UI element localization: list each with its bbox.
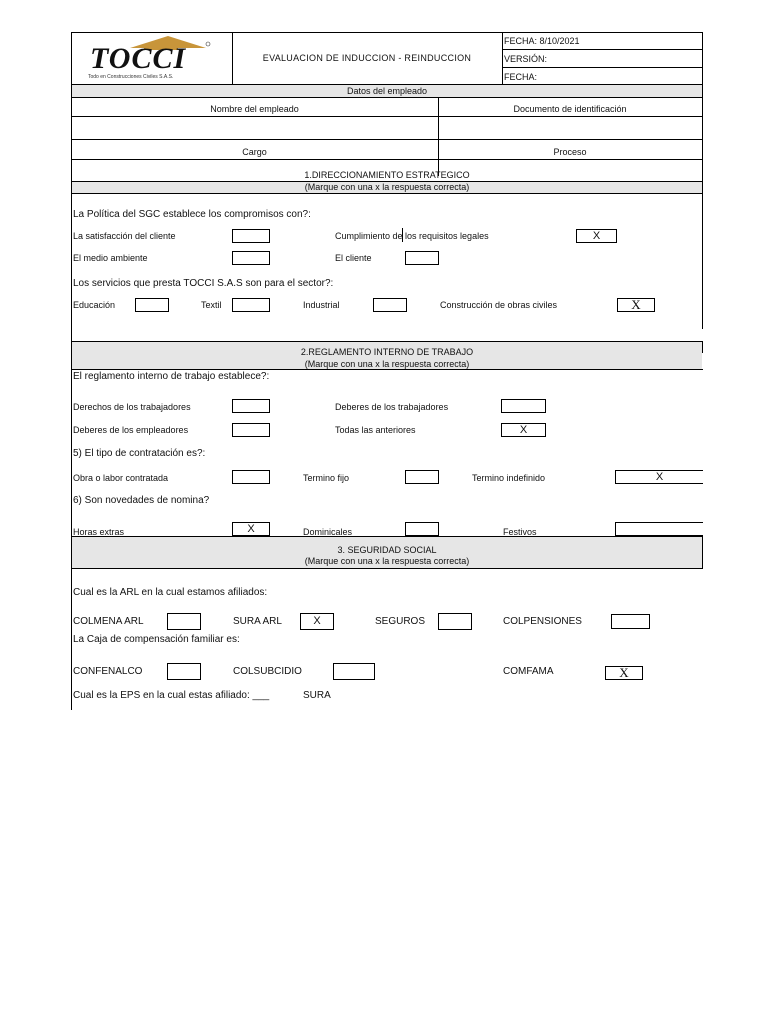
section2-title: 2.REGLAMENTO INTERNO DE TRABAJO — [300, 347, 474, 357]
nombre-label: Nombre del empleado — [210, 104, 299, 114]
fecha2-field: FECHA: — [504, 72, 538, 82]
s3-q1-checkbox-c[interactable] — [438, 613, 472, 630]
logo-tagline: Todo en Construcciones Civiles S.A.S. — [88, 74, 174, 80]
s1-q1-checkbox-b[interactable]: X — [576, 229, 617, 243]
s3-q2-option-b: COLSUBCIDIO — [233, 666, 302, 677]
s1-q1-option-b: Cumplimiento de los requisitos legales — [335, 231, 489, 241]
s3-q1-checkbox-b[interactable]: X — [300, 613, 334, 630]
s2-q2-option-b: Termino fijo — [303, 473, 350, 483]
s2-q2-checkbox-b[interactable] — [405, 470, 439, 484]
cargo-label: Cargo — [242, 147, 267, 157]
s1-q2-option-a: Educación — [73, 300, 116, 310]
s2-q3-option-a: Horas extras — [73, 527, 125, 537]
s1-q2-option-c: Industrial — [303, 300, 340, 310]
s1-q2-checkbox-b[interactable] — [232, 298, 270, 312]
s3-q2-checkbox-c[interactable]: X — [605, 666, 643, 680]
s3-q3-answer: SURA — [303, 690, 331, 701]
s2-question-1: El reglamento interno de trabajo establece?: — [73, 371, 270, 382]
s1-q2-option-b: Textil — [201, 300, 222, 310]
s3-q1-option-d: COLPENSIONES — [503, 616, 582, 627]
s3-q2-option-c: COMFAMA — [503, 666, 554, 677]
proceso-label: Proceso — [553, 147, 587, 157]
s3-q1-option-a: COLMENA ARL — [73, 616, 144, 627]
s2-q1-option-c: Deberes de los empleadores — [73, 425, 189, 435]
s1-q2-checkbox-a[interactable] — [135, 298, 169, 312]
s2-q2-checkbox-c[interactable]: X — [615, 470, 703, 484]
s3-q1-option-c: SEGUROS — [375, 616, 426, 627]
logo — [86, 34, 218, 82]
s2-q3-checkbox-b[interactable] — [405, 522, 439, 536]
section3-title: 3. SEGURIDAD SOCIAL — [337, 545, 437, 555]
s2-q3-option-c: Festivos — [503, 527, 537, 537]
s1-q1-option-d: El cliente — [335, 253, 372, 263]
nombre-input[interactable] — [72, 117, 437, 138]
s1-q2-option-d: Construcción de obras civiles — [440, 300, 558, 310]
page-title: EVALUACION DE INDUCCION - REINDUCCION — [262, 53, 472, 63]
documento-input[interactable] — [439, 117, 701, 138]
s3-question-3: Cual es la EPS en la cual estas afiliado: ___ — [73, 690, 270, 701]
s1-q1-checkbox-c[interactable] — [232, 251, 270, 265]
s2-q1-checkbox-b[interactable] — [501, 399, 546, 413]
s1-q1-option-c: El medio ambiente — [73, 253, 148, 263]
documento-label: Documento de identificación — [513, 104, 627, 114]
s3-question-2: La Caja de compensación familiar es: — [73, 634, 240, 645]
s2-q1-option-a: Derechos de los trabajadores — [73, 402, 191, 412]
s1-q2-checkbox-c[interactable] — [373, 298, 407, 312]
s2-question-3: 6) Son novedades de nomina? — [73, 495, 210, 506]
s1-q1-checkbox-d[interactable] — [405, 251, 439, 265]
s2-q1-checkbox-a[interactable] — [232, 399, 270, 413]
s3-q2-checkbox-a[interactable] — [167, 663, 201, 680]
s1-q1-option-a: La satisfacción del cliente — [73, 231, 176, 241]
s2-q3-checkbox-c[interactable] — [615, 522, 703, 536]
s2-q2-checkbox-a[interactable] — [232, 470, 270, 484]
s2-q1-option-d: Todas las anteriores — [335, 425, 416, 435]
s3-q1-checkbox-a[interactable] — [167, 613, 201, 630]
s3-question-1: Cual es la ARL en la cual estamos afiliados: — [73, 587, 268, 598]
s2-q1-checkbox-d[interactable]: X — [501, 423, 546, 437]
s1-q2-checkbox-d[interactable]: X — [617, 298, 655, 312]
s2-q3-option-b: Dominicales — [303, 527, 353, 537]
section2-subtitle: (Marque con una x la respuesta correcta) — [304, 359, 470, 369]
version-field: VERSIÓN: — [504, 54, 548, 64]
s2-q2-option-a: Obra o labor contratada — [73, 473, 169, 483]
s2-q1-option-b: Deberes de los trabajadores — [335, 402, 449, 412]
s2-q1-checkbox-c[interactable] — [232, 423, 270, 437]
datos-empleado-heading: Datos del empleado — [346, 86, 428, 96]
logo-text: TOCCI — [90, 42, 187, 75]
section1-title: 1.DIRECCIONAMIENTO ESTRATEGICO — [304, 170, 470, 180]
s2-question-2: 5) El tipo de contratación es?: — [73, 448, 206, 459]
s2-q2-option-c: Termino indefinido — [472, 473, 546, 483]
s3-q1-checkbox-d[interactable] — [611, 614, 650, 629]
section1-subtitle: (Marque con una x la respuesta correcta) — [304, 182, 470, 192]
s1-question-1: La Política del SGC establece los compromisos con?: — [73, 209, 311, 220]
fecha-field: FECHA: 8/10/2021 — [504, 36, 580, 46]
s3-q2-checkbox-b[interactable] — [333, 663, 375, 680]
s1-q1-checkbox-a[interactable] — [232, 229, 270, 243]
s2-q3-checkbox-a[interactable]: X — [232, 522, 270, 536]
s3-q1-option-b: SURA ARL — [233, 616, 282, 627]
s1-question-2: Los servicios que presta TOCCI S.A.S son para el sector?: — [73, 278, 334, 289]
s3-q2-option-a: CONFENALCO — [73, 666, 143, 677]
section3-subtitle: (Marque con una x la respuesta correcta) — [304, 556, 470, 566]
